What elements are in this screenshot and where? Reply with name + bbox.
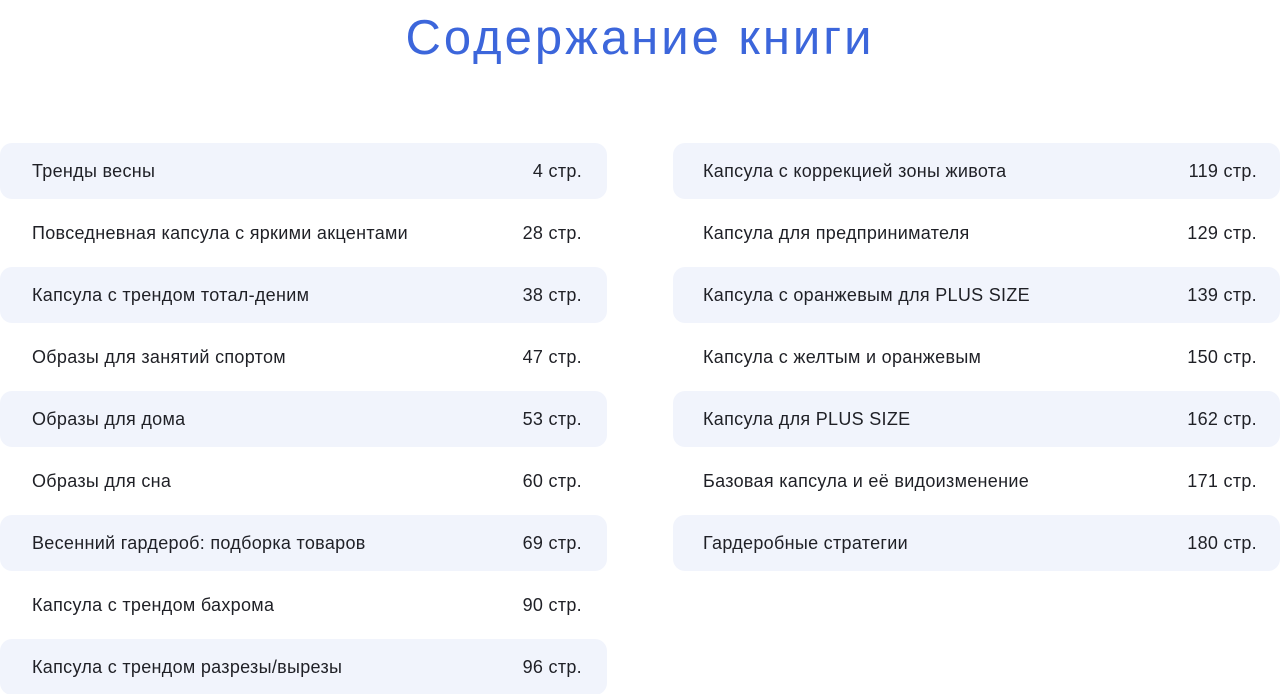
toc-entry-page: 60 стр.: [522, 470, 582, 491]
toc-entry-page: 53 стр.: [522, 408, 582, 429]
toc-entry-page: 171 стр.: [1187, 470, 1257, 491]
toc-row: [673, 267, 1280, 323]
toc-entry-page: 4 стр.: [532, 160, 582, 181]
toc-entry-title: Тренды весны: [32, 160, 156, 181]
toc-row: [673, 143, 1280, 199]
page-title: Содержание книги: [405, 11, 875, 65]
toc-entry-title: Капсула с трендом бахрома: [32, 594, 275, 615]
toc-row: [0, 267, 607, 323]
toc-entry-title: Капсула с трендом тотал-деним: [32, 284, 310, 305]
toc-column-left: [0, 143, 607, 694]
toc-entry-page: 180 стр.: [1187, 532, 1257, 553]
toc-row: [0, 577, 607, 633]
toc-row: [673, 515, 1280, 571]
toc-entry-title: Образы для занятий спортом: [32, 346, 286, 367]
toc-entry-page: 47 стр.: [522, 346, 582, 367]
toc-entry-title: Капсула с желтым и оранжевым: [703, 346, 982, 367]
toc-entry-title: Капсула для предпринимателя: [703, 222, 970, 243]
toc-entry-page: 162 стр.: [1187, 408, 1257, 429]
toc-row: [0, 453, 607, 509]
toc-entry-page: 150 стр.: [1187, 346, 1257, 367]
toc-row: [0, 639, 607, 694]
toc-entry-page: 90 стр.: [522, 594, 582, 615]
toc-row: [0, 329, 607, 385]
toc-entry-page: 119 стр.: [1188, 160, 1257, 181]
toc-entry-title: Гардеробные стратегии: [703, 532, 908, 553]
toc-row: [0, 143, 607, 199]
toc-entry-title: Капсула с трендом разрезы/вырезы: [32, 656, 343, 677]
toc-entry-title: Образы для сна: [32, 470, 172, 491]
toc-row: [673, 391, 1280, 447]
toc-entry-title: Капсула с коррекцией зоны живота: [703, 160, 1007, 181]
toc-entry-page: 38 стр.: [522, 284, 582, 305]
toc-entry-title: Базовая капсула и её видоизменение: [703, 470, 1030, 491]
toc-entry-page: 69 стр.: [522, 532, 582, 553]
toc-row: [673, 453, 1280, 509]
toc-entry-page: 96 стр.: [522, 656, 582, 677]
toc-row: [0, 391, 607, 447]
toc-entry-title: Капсула с оранжевым для PLUS SIZE: [703, 284, 1030, 305]
toc-row: [0, 515, 607, 571]
toc-entry-page: 129 стр.: [1187, 222, 1257, 243]
toc-row: [673, 329, 1280, 385]
toc-row: [673, 205, 1280, 261]
toc-entry-title: Капсула для PLUS SIZE: [703, 408, 911, 429]
toc-entry-title: Повседневная капсула с яркими акцентами: [32, 222, 409, 243]
toc-row: [0, 205, 607, 261]
toc-column-right: [673, 143, 1280, 694]
toc-entry-title: Образы для дома: [32, 408, 186, 429]
toc-entry-title: Весенний гардероб: подборка товаров: [32, 532, 366, 553]
toc: [0, 143, 1280, 694]
toc-entry-page: 139 стр.: [1187, 284, 1257, 305]
toc-entry-page: 28 стр.: [522, 222, 582, 243]
